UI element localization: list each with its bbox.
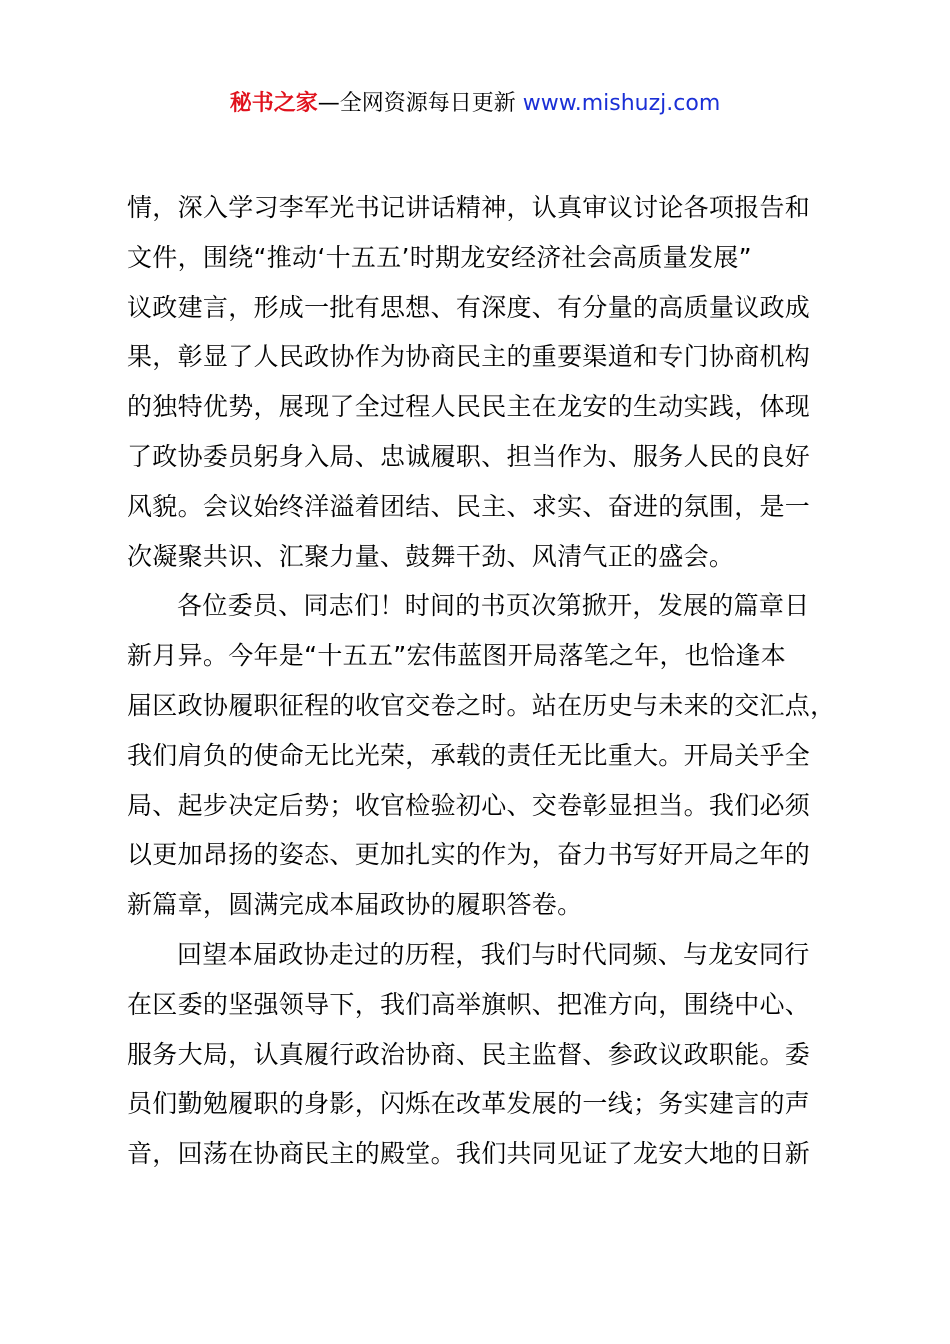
text-line: 局、起步决定后势；收官检验初心、交卷彰显担当。我们必须 bbox=[127, 790, 811, 820]
text-line: 我们肩负的使命无比光荣，承载的责任无比重大。开局关乎全 bbox=[127, 740, 811, 770]
text-line: 果，彰显了人民政协作为协商民主的重要渠道和专门协商机构 bbox=[127, 342, 811, 372]
text-line: 文件，围绕“推动‘十五五’时期龙安经济社会高质量发展” bbox=[127, 242, 752, 272]
document-body bbox=[127, 183, 857, 1179]
text-line: 新篇章，圆满完成本届政协的履职答卷。 bbox=[127, 890, 583, 920]
text-line: 风貌。会议始终洋溢着团结、民主、求实、奋进的氛围，是一 bbox=[127, 491, 811, 521]
text-line: 服务大局，认真履行政治协商、民主监督、参政议政职能。委 bbox=[127, 1039, 811, 1069]
text-line: 回望本届政协走过的历程，我们与时代同频、与龙安同行 bbox=[177, 939, 810, 969]
page-header bbox=[0, 88, 950, 120]
paragraph-2 bbox=[127, 581, 857, 930]
paragraph-1 bbox=[127, 183, 857, 581]
text-line: 届区政协履职征程的收官交卷之时。站在历史与未来的交汇点， bbox=[127, 690, 836, 720]
text-line: 以更加昂扬的姿态、更加扎实的作为，奋力书写好开局之年的 bbox=[127, 840, 811, 870]
text-line: 在区委的坚强领导下，我们高举旗帜、把准方向，围绕中心、 bbox=[127, 989, 811, 1019]
text-line: 了政协委员躬身入局、忠诚履职、担当作为、服务人民的良好 bbox=[127, 441, 811, 471]
brand-name: 秘书之家 bbox=[229, 91, 318, 116]
text-line: 员们勤勉履职的身影，闪烁在改革发展的一线；务实建言的声 bbox=[127, 1089, 811, 1119]
text-line: 议政建言，形成一批有思想、有深度、有分量的高质量议政成 bbox=[127, 292, 811, 322]
paragraph-3 bbox=[127, 930, 857, 1179]
text-line: 次凝聚共识、汇聚力量、鼓舞干劲、风清气正的盛会。 bbox=[127, 541, 735, 571]
text-line: 音，回荡在协商民主的殿堂。我们共同见证了龙安大地的日新 bbox=[127, 1139, 811, 1169]
text-line: 的独特优势，展现了全过程人民民主在龙安的生动实践，体现 bbox=[127, 392, 811, 422]
text-line: 新月异。今年是“十五五”宏伟蓝图开局落笔之年，也恰逢本 bbox=[127, 641, 787, 671]
website-url[interactable]: www.mishuzj.com bbox=[515, 91, 721, 116]
header-tagline: —全网资源每日更新 bbox=[317, 91, 516, 116]
text-line: 各位委员、同志们！时间的书页次第掀开，发展的篇章日 bbox=[177, 591, 810, 621]
text-line: 情，深入学习李军光书记讲话精神，认真审议讨论各项报告和 bbox=[127, 193, 811, 222]
